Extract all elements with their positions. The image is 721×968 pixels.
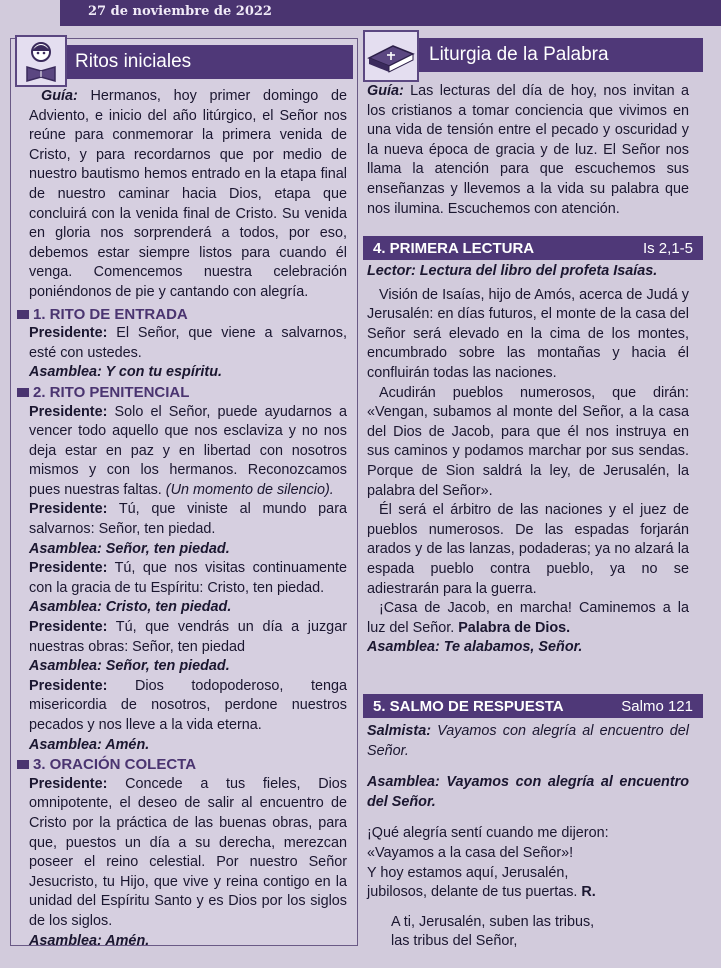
asamblea-response: Asamblea: Amén. xyxy=(29,932,150,949)
oracion-colecta-heading: 3. ORACIÓN COLECTA xyxy=(33,756,197,774)
liturgia-palabra-title: Liturgia de la Palabra xyxy=(429,44,609,65)
asamblea-response: Asamblea: Te alabamos, Señor. xyxy=(367,639,583,656)
liturgia-intro xyxy=(367,82,689,219)
primera-lectura-banner xyxy=(363,236,703,260)
guia-text: Hermanos, hoy primer domingo de Adviento, e inicio del año litúrgico, el Señor nos reúne para conmemorar la primera venida de Cristo, y para recordarnos que por medio de nuestro bautismo hemos entrado en la etapa final de nuestro caminar hacia Dios, etapa que concluirá con la venida final de Cristo. Su venida en gloria nos sorprenderá a todos, por eso, debemos estar siempre listos para cuando él venga. Comencemos nuestra celebración poniéndonos de pie y cantando con alegría. xyxy=(29,88,347,300)
guia-text: Las lecturas del día de hoy, nos invitan a los cristianos a tomar conciencia que vivimos en una vida de tensión entre el pecado y oscuridad y la nueva época de gracia y de luz. El Señor nos llama la atención para que escuchemos sus enseñanzas y llevemos a la vida su palabra que nos ilumina. Escuchemos con atención. xyxy=(367,83,689,217)
presidente-label: Presidente: xyxy=(29,403,108,420)
psalm-verse-line: A ti, Jerusalén, suben las tribus, xyxy=(391,913,595,930)
asamblea-response: Asamblea: Cristo, ten piedad. xyxy=(29,599,232,616)
salmo-banner xyxy=(363,694,703,718)
reading-paragraph: Visión de Isaías, hijo de Amós, acerca de Judá y Jerusalén: en días futuros, el monte de la casa del Señor será elevado en la cima de los montes, encumbrado sobre las montañas y hacia él confluirán todas las naciones. xyxy=(367,286,689,381)
presidente-label: Presidente: xyxy=(29,619,108,636)
asamblea-response: Asamblea: Vayamos con alegría al encuentro del Señor. xyxy=(367,774,689,810)
salmista-label: Salmista: xyxy=(367,723,431,739)
presidente-label: Presidente: xyxy=(29,501,108,518)
presidente-text: Concede a tus fieles, Dios omnipotente, el deseo de salir al encuentro de Cristo por la práctica de las buenas obras, para que, puestos un día a su derecha, merezcan poseer el reino celestial. Por nuestro Señor Jesucristo, tu Hijo, que vive y reina contigo en la unidad del Espíritu Santo y es Dios por los siglos de los siglos. xyxy=(29,775,347,929)
asamblea-response: Asamblea: Señor, ten piedad. xyxy=(29,540,230,557)
asamblea-response: Asamblea: Y con tu espíritu. xyxy=(29,364,222,381)
presidente-label: Presidente: xyxy=(29,775,108,792)
bible-book-icon xyxy=(363,30,419,82)
salmo-reference: Salmo 121 xyxy=(621,697,693,715)
reading-paragraph: Él será el árbitro de las naciones y el juez de pueblos numerosos. De las espadas forjarán arados y de las lanzas, podaderas; ya no alzará la espada pueblo contra pueblo, ya no se adiestrarán para la guerra. xyxy=(367,502,689,597)
rubric-text: (Un momento de silencio). xyxy=(165,481,334,498)
asamblea-response: Asamblea: Señor, ten piedad. xyxy=(29,658,230,675)
presidente-label: Presidente: xyxy=(29,560,108,577)
psalm-verse-line: «Vayamos a la casa del Señor»! xyxy=(367,844,574,861)
reading-paragraph: Acudirán pueblos numerosos, que dirán: «Vengan, subamos al monte del Señor, a la casa del Dios de Jacob, para que él nos instruya en sus caminos y podamos marchar por sus sendas. Porque de Sion saldrá la ley, de Jerusalén, la palabra del Señor». xyxy=(367,384,689,499)
ritos-iniciales-body xyxy=(29,87,347,951)
primera-lectura-title: 4. PRIMERA LECTURA xyxy=(373,239,535,257)
psalm-verse-line: ¡Qué alegría sentí cuando me dijeron: xyxy=(367,825,609,842)
liturgia-palabra-banner xyxy=(415,38,703,72)
presidente-text: Solo el Señor, puede ayudarnos a vencer todo aquello que nos esclaviza y no nos deja estar en paz y en libertad con nosotros mismos y con los hermanos. Reconozcamos pues nuestras faltas. xyxy=(29,403,348,498)
psalm-verse-line: jubilosos, delante de tus puertas. xyxy=(367,884,578,901)
presidente-text: Tú, que nos visitas continuamente con la gracia de tu Espíritu: Cristo, ten piedad. xyxy=(29,560,347,596)
rito-penitencial-heading: 2. RITO PENITENCIAL xyxy=(33,383,190,401)
ritos-iniciales-banner xyxy=(61,45,353,79)
salmo-body xyxy=(367,722,689,952)
psalm-verse-line: las tribus del Señor, xyxy=(391,933,518,950)
primera-lectura-reference: Is 2,1-5 xyxy=(642,239,693,257)
ritos-iniciales-column xyxy=(10,38,358,949)
date-label: 27 de noviembre de 2022 xyxy=(88,4,272,19)
presidente-label: Presidente: xyxy=(29,677,108,694)
asamblea-response: Asamblea: Amén. xyxy=(29,736,150,753)
reading-paragraph: ¡Casa de Jacob, en marcha! Caminemos a la luz del Señor. xyxy=(367,600,689,636)
guia-label: Guía: xyxy=(367,83,404,99)
header-bar xyxy=(60,0,721,26)
palabra-de-dios: Palabra de Dios. xyxy=(458,619,571,636)
presidente-text: El Señor, que viene a salvarnos, esté con ustedes. xyxy=(29,325,347,361)
psalm-verse-line: Y hoy estamos aquí, Jerusalén, xyxy=(367,864,569,881)
salmista-text: Vayamos con alegría al encuentro del Señor. xyxy=(367,723,689,759)
ritos-iniciales-title: Ritos iniciales xyxy=(75,51,192,72)
response-marker: R. xyxy=(581,884,596,901)
guia-label: Guía: xyxy=(41,88,78,104)
presidente-label: Presidente: xyxy=(29,325,108,342)
salmo-title: 5. SALMO DE RESPUESTA xyxy=(373,697,564,715)
lector-intro: Lector: Lectura del libro del profeta Isaías. xyxy=(367,263,658,279)
liturgia-palabra-column xyxy=(363,38,703,950)
rito-entrada-heading: 1. RITO DE ENTRADA xyxy=(33,305,188,323)
presidente-text: Tú, que viniste al mundo para salvarnos: Señor, ten piedad. xyxy=(29,501,347,538)
reader-person-icon xyxy=(15,35,67,87)
presidente-text: Dios todopoderoso, tenga misericordia de nosotros, perdone nuestros pecados y nos lleve a la vida eterna. xyxy=(29,677,348,733)
presidente-text: Tú, que vendrás un día a juzgar nuestras obras: Señor, ten piedad xyxy=(29,619,347,655)
primera-lectura-body xyxy=(367,262,689,658)
